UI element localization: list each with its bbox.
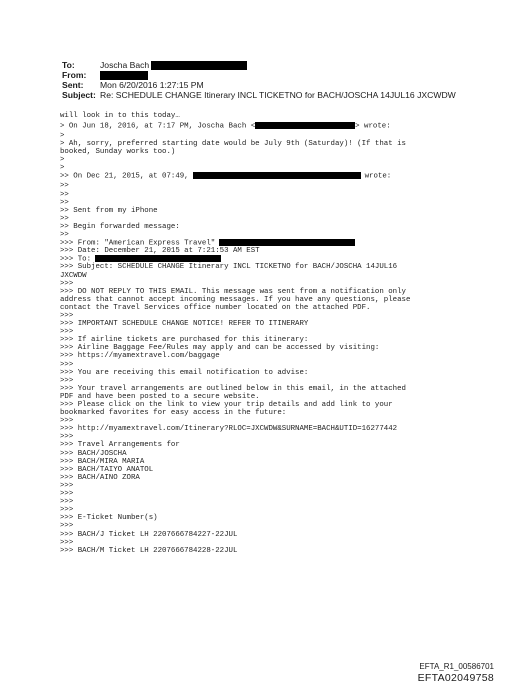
body-line: >>> https://myamextravel.com/baggage [60,352,220,361]
redaction-bar [151,61,247,70]
subject-row [62,90,456,100]
from-label: From: [62,70,87,80]
body-line: PDF and have been posted to a secure website. [60,392,260,401]
redaction-bar [100,71,148,80]
body-line: >>> BACH/AINO ZORA [60,473,140,482]
body-line: >> [60,214,69,223]
body-line: bookmarked favorites for easy access in the future: [60,409,287,418]
body-line: >>> Your travel arrangements are outlined below in this email, in the attached [60,384,406,393]
body-line: >> Begin forwarded message: [60,222,180,231]
body-line: > [60,164,65,173]
body-line: >> On Dec 21, 2015, at 07:49, wrote: [60,172,392,181]
body-line: > [60,156,65,165]
body-line: >>> Please click on the link to view your trip details and add link to your [60,401,393,409]
redaction-bar [219,239,355,246]
body-line: >>> Airline Baggage Fee/Rules may apply and can be accessed by visiting: [60,344,380,353]
body-line: >> [60,190,69,199]
to-row [62,60,456,70]
body-line: >>> Date: December 21, 2015 at 7:21:53 AM EST [60,247,260,256]
body-line: contact the Travel Services office number located on the attached PDF. [60,303,371,312]
body-line: >>> From: "American Express Travel" [60,239,460,247]
body-line: JXCWDW [60,271,87,280]
body-line: >>> BACH/J Ticket LH 2207666784227-22JUL [60,530,238,539]
body-line: >>> IMPORTANT SCHEDULE CHANGE NOTICE! REFER TO ITINERARY [60,320,309,329]
to-label: To: [62,60,75,70]
body-line: >> [60,182,69,191]
redaction-bar [193,172,361,179]
body-line: >>> [60,522,74,531]
body-line: >>> [60,279,74,288]
body-line: > [60,132,65,140]
body-line: > On Jun 18, 2016, at 7:17 PM, Joscha Bach < > wrote: [60,122,391,131]
body-line: booked, Sunday works too.) [60,148,176,157]
email-body [60,112,460,555]
body-line: >>> BACH/M Ticket LH 2207666784228-22JUL [60,546,238,555]
sent-label: Sent: [62,80,84,90]
body-line: will look in to this today… [60,112,180,120]
body-line: >>> [60,506,74,515]
subject-label: Subject: [62,90,96,100]
body-line: >>> BACH/JOSCHA [60,449,127,458]
body-line: >>> [60,481,74,490]
body-line: >>> BACH/TAIYO ANATOL [60,465,154,474]
body-line: >>> [60,498,74,507]
body-line: >>> [60,328,74,337]
body-line: >> Sent from my iPhone [60,206,158,215]
subject-value: Re: SCHEDULE CHANGE Itinerary INCL TICKETNO for BACH/JOSCHA 14JUL16 JXCWDW [100,90,456,100]
body-line: > Ah, sorry, preferred starting date would be July 9th (Saturday)! (If that is [60,140,406,149]
redaction-bar [95,255,221,262]
body-line: >>> [60,490,74,499]
body-line: >>> DO NOT REPLY TO THIS EMAIL. This message was sent from a notification only [60,287,406,296]
body-line: >>> E-Ticket Number(s) [60,514,158,523]
email-header [62,60,456,100]
body-line: >>> If airline tickets are purchased for this itinerary: [60,336,309,345]
sent-row [62,80,456,90]
body-line: >>> [60,417,74,426]
bates-number-secondary: EFTA02049758 [417,672,494,684]
to-value: Joscha Bach [100,60,150,70]
body-line: >>> Travel Arrangements for [60,441,180,450]
body-line: >>> [60,311,74,320]
body-line: >> [60,198,69,207]
body-line: >>> [60,376,74,385]
body-line: >>> You are receiving this email notification to advise: [60,368,309,377]
body-line: >> [60,231,69,240]
from-row [62,70,456,80]
body-line: >>> BACH/MIRA MARIA [60,457,145,466]
body-line: address that cannot accept incoming messages. If you have any questions, please [60,295,411,304]
body-line: >>> [60,433,74,442]
body-line: >>> Subject: SCHEDULE CHANGE Itinerary INCL TICKETNO for BACH/JOSCHA 14JUL16 [60,263,398,272]
sent-value: Mon 6/20/2016 1:27:15 PM [100,80,204,90]
body-line: >>> [60,360,74,369]
redaction-bar [255,122,355,129]
body-line: >>> [60,538,74,547]
body-line: >>> http://myamextravel.com/Itinerary?RLOC=JXCWDW&SURNAME=BACH&UTID=16277442 [60,425,398,434]
bates-number-primary: EFTA_R1_00586701 [419,662,494,671]
body-line: >>> To: [60,255,460,263]
